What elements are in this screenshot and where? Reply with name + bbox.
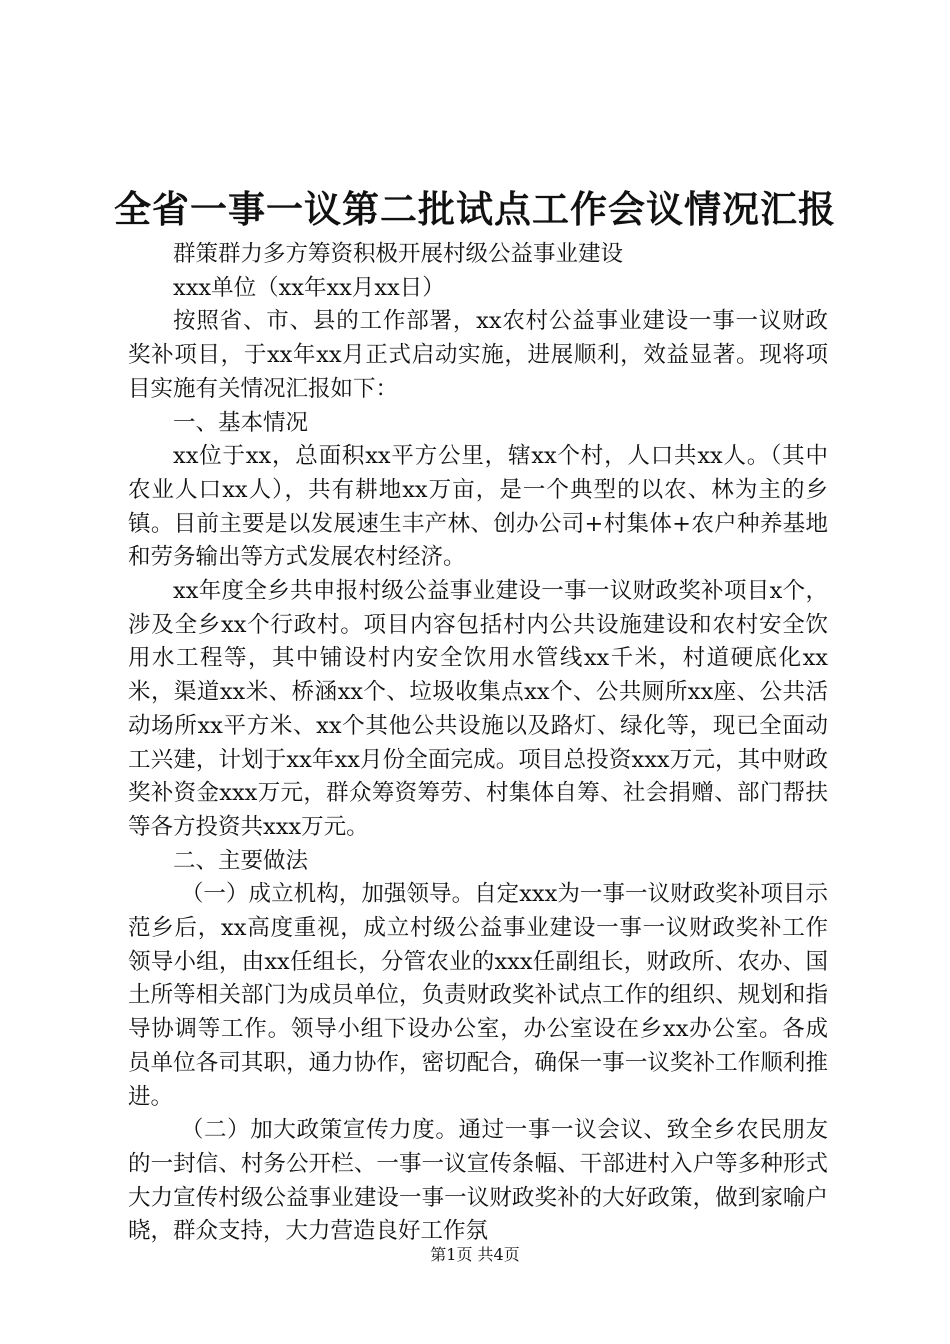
document-title: 全省一事一议第二批试点工作会议情况汇报 — [114, 188, 836, 231]
basic-info-paragraph: xx位于xx，总面积xx平方公里，辖xx个村，人口共xx人。（其中农业人口xx人），共有耕地xx万亩，是一个典型的以农、林为主的乡镇。目前主要是以发展速生丰产林、创办公司+村集体+农户种养基地和劳务输出等方式发展农村经济。 — [128, 443, 828, 571]
unit-date-line: xxx单位（xx年xx月xx日） — [173, 274, 445, 301]
page-footer: 第1页 共4页 — [430, 1245, 520, 1264]
project-paragraph: xx年度全乡共申报村级公益事业建设一事一议财政奖补项目x个，涉及全乡xx个行政村。项目内容包括村内公共设施建设和农村安全饮用水工程等，其中铺设村内安全饮用水管线xx千米，村道硬底化xx米，渠道xx米、桥涵xx个、垃圾收集点xx个、公共厕所xx座、公共活动场所xx平方米、xx个其他公共设施以及路灯、绿化等，现已全面动工兴建，计划于xx年xx月份全面完成。项目总投资xxx万元，其中财政奖补资金xxx万元，群众筹资筹劳、村集体自筹、社会捐赠、部门帮扶等各方投资共xxx万元。 — [128, 578, 828, 840]
method-paragraph-1: （一）成立机构，加强领导。自定xxx为一事一议财政奖补项目示范乡后，xx高度重视，成立村级公益事业建设一事一议财政奖补工作领导小组，由xx任组长，分管农业的xxx任副组长，财政所、农办、国土所等相关部门为成员单位，负责财政奖补试点工作的组织、规划和指导协调等工作。领导小组下设办公室，办公室设在乡xx办公室。各成员单位各司其职，通力协作，密切配合，确保一事一议奖补工作顺利推进。 — [128, 881, 828, 1110]
document-body — [128, 238, 828, 1249]
method-paragraph-2: （二）加大政策宣传力度。通过一事一议会议、致全乡农民朋友的一封信、村务公开栏、一事一议宣传条幅、干部进村入户等多种形式大力宣传村级公益事业建设一事一议财政奖补的大好政策，做到家喻户晓，群众支持，大力营造良好工作氛 — [128, 1117, 828, 1245]
subtitle-line: 群策群力多方筹资积极开展村级公益事业建设 — [173, 241, 624, 267]
section-heading-methods: 二、主要做法 — [173, 847, 309, 874]
section-heading-basic: 一、基本情况 — [173, 409, 309, 436]
intro-paragraph: 按照省、市、县的工作部署，xx农村公益事业建设一事一议财政奖补项目，于xx年xx月正式启动实施，进展顺利，效益显著。现将项目实施有关情况汇报如下： — [128, 308, 828, 402]
